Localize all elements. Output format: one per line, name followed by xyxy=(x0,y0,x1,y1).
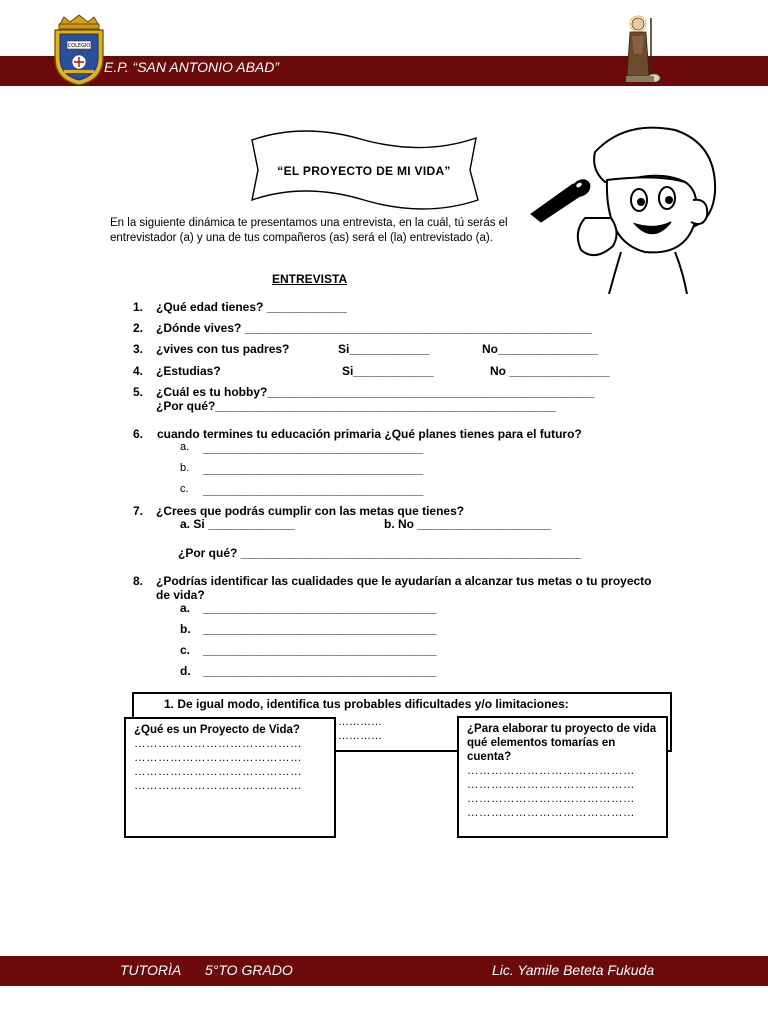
option-label: c. xyxy=(180,483,189,495)
dots-line: ………… xyxy=(338,730,382,742)
logo-text: COLEGIO xyxy=(67,43,91,49)
question-7-no: b. No ____________________ xyxy=(384,517,551,531)
box-title: ¿Qué es un Proyecto de Vida? xyxy=(134,724,300,736)
question-1: ¿Qué edad tienes? ____________ xyxy=(156,300,347,314)
section-heading: ENTREVISTA xyxy=(272,272,348,286)
option-label: c. xyxy=(180,643,191,657)
option-label: b. xyxy=(180,622,191,636)
option-label: a. xyxy=(180,601,191,615)
project-definition-box xyxy=(124,717,336,838)
question-4-no: No _______________ xyxy=(490,364,610,378)
question-number: 7. xyxy=(133,504,144,518)
question-number: 6. xyxy=(133,427,144,441)
answer-line: ___________________________________ xyxy=(203,601,437,615)
project-elements-box xyxy=(457,716,668,838)
dots-line: …………………………………… xyxy=(134,780,302,792)
question-7-yes: a. Si _____________ xyxy=(180,517,295,531)
difficulties-question: 1. De igual modo, identifica tus probables dificultades y/o limitaciones: xyxy=(164,697,569,711)
answer-line: ___________________________________ xyxy=(203,664,437,678)
option-label: b. xyxy=(180,462,190,474)
question-number: 8. xyxy=(133,574,144,588)
answer-line: _________________________________ xyxy=(203,441,424,455)
question-number: 2. xyxy=(133,321,144,335)
answer-line: ___________________________________ xyxy=(203,643,437,657)
question-6: cuando termines tu educación primaria ¿Qué planes tienes para el futuro? xyxy=(157,427,582,441)
dots-line: …………………………………… xyxy=(467,765,635,777)
answer-line: ___________________________________ xyxy=(203,622,437,636)
question-number: 4. xyxy=(133,364,144,378)
question-3-no: No_______________ xyxy=(482,342,599,356)
question-8: ¿Podrías identificar las cualidades que le ayudarían a alcanzar tus metas o tu proyecto de vida? xyxy=(156,574,652,602)
question-4-yes: Si____________ xyxy=(342,364,434,378)
boy-with-microphone-illustration xyxy=(525,122,721,294)
question-number: 1. xyxy=(133,300,144,314)
school-crest-logo xyxy=(50,14,108,86)
box-title: ¿Para elaborar tu proyecto de vida qué elementos tomarías en cuenta? xyxy=(467,723,657,763)
question-number: 3. xyxy=(133,342,144,356)
question-5-why: ¿Por qué?___________________________________________________ xyxy=(156,399,556,413)
question-number: 5. xyxy=(133,385,144,399)
dots-line: …………………………………… xyxy=(467,793,635,805)
question-7-why: ¿Por qué? ___________________________________________________ xyxy=(178,546,582,560)
dots-line: …………………………………… xyxy=(134,752,302,764)
question-3: ¿vives con tus padres? xyxy=(156,342,290,356)
dots-line: …………………………………… xyxy=(467,779,635,791)
dots-line: …………………………………… xyxy=(467,807,635,819)
footer-grade: 5°TO GRADO xyxy=(205,962,293,978)
option-label: a. xyxy=(180,441,190,453)
answer-line: _________________________________ xyxy=(203,462,424,476)
page-title: “EL PROYECTO DE MI VIDA” xyxy=(277,164,451,178)
question-4: ¿Estudias? xyxy=(156,364,221,378)
question-3-yes: Si____________ xyxy=(338,342,430,356)
saint-figure-image xyxy=(622,14,662,86)
footer-teacher: Lic. Yamile Beteta Fukuda xyxy=(492,962,655,978)
option-label: d. xyxy=(180,664,191,678)
question-2: ¿Dónde vives? ____________________________________________________ xyxy=(156,321,592,335)
dots-line: …………………………………… xyxy=(134,738,302,750)
school-name: E.P. “SAN ANTONIO ABAD” xyxy=(104,59,280,75)
question-5: ¿Cuál es tu hobby?_________________________________________________ xyxy=(156,385,595,399)
footer-subject: TUTORÌA xyxy=(120,962,182,978)
dots-line: …………………………………… xyxy=(134,766,302,778)
dots-line: ………… xyxy=(338,716,382,728)
question-7: ¿Crees que podrás cumplir con las metas que tienes? xyxy=(156,504,465,518)
answer-line: _________________________________ xyxy=(203,483,424,497)
intro-paragraph: En la siguiente dinámica te presentamos una entrevista, en la cuál, tú serás el entrevistador (a) y una de tus compañeros (as) será el (la) entrevistado (a). xyxy=(110,217,508,244)
